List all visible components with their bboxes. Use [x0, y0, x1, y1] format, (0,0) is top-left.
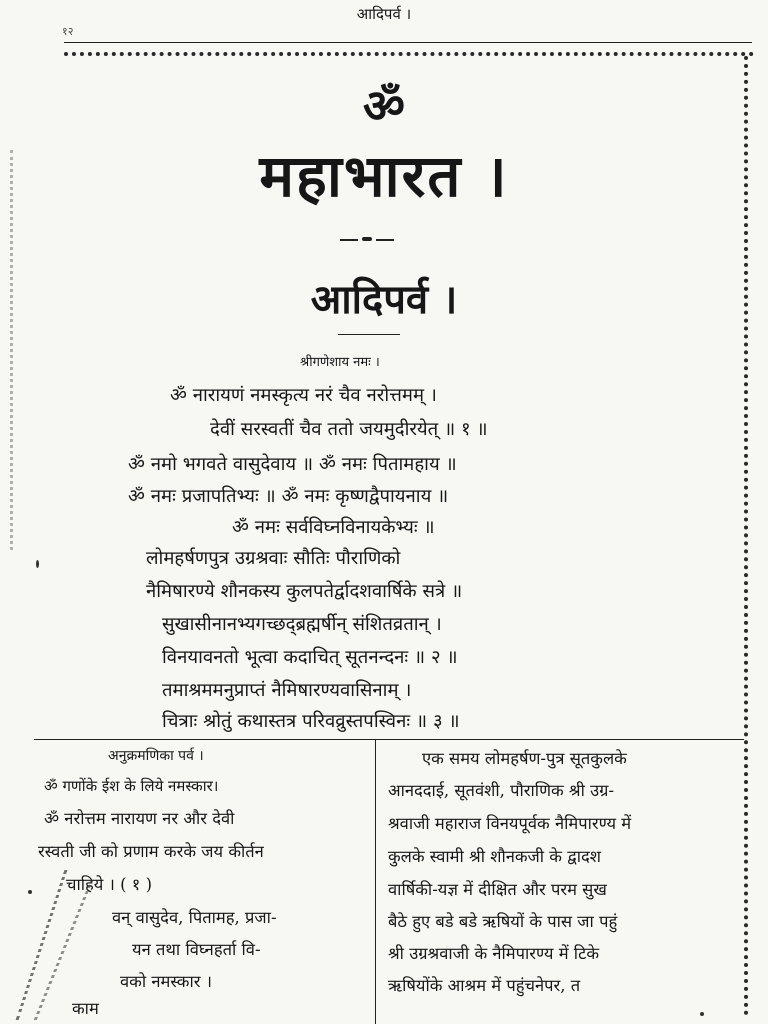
verse-line: ॐ नमः सर्वविघ्नविनायकेभ्यः ॥	[232, 517, 435, 538]
left-column-heading: अनुक्रमणिका पर्व ।	[108, 748, 204, 764]
page-title: महाभारत ।	[259, 142, 509, 210]
verse-line: नैमिषारण्ये शौनकस्य कुलपतेर्द्वादशवार्षिके सत्रे ॥	[146, 581, 463, 602]
ornamental-border-top	[64, 52, 754, 56]
left-column-line: वन् वासुदेव, पितामह, प्रजा-	[112, 908, 277, 927]
left-column-line: वको नमस्कार ।	[120, 972, 212, 991]
corner-mark: १२	[62, 25, 74, 38]
right-column-line: श्रवाजी महाराज विनयपूर्वक नैमिपारण्य में	[388, 814, 632, 833]
left-column-line: ॐ गणोंके ईश के लिये नमस्कार।	[44, 777, 219, 795]
ink-speck	[28, 890, 32, 894]
left-column-line: रस्वती जी को प्रणाम करके जय कीर्तन	[38, 842, 264, 861]
right-column-line: वार्षिकी-यज्ञ में दीक्षित और परम सुख	[388, 880, 607, 899]
invocation-line: श्रीगणेशाय नमः ।	[300, 355, 380, 370]
verse-line: ॐ नमो भगवते वासुदेवाय ॥ ॐ नमः पितामहाय ॥	[128, 454, 457, 475]
verse-line: लोमहर्षणपुत्र उग्रश्रवाः सौतिः पौराणिको	[146, 548, 401, 569]
section-rule	[338, 334, 400, 335]
verse-line: तमाश्रममनुप्राप्तं नैमिषारण्यवासिनाम् ।	[162, 680, 412, 701]
verse-line: सुखासीनानभ्यगच्छद्ब्रह्मर्षीन् संशितव्रतान् ।	[162, 614, 442, 635]
section-title: आदिपर्व ।	[310, 277, 458, 323]
verse-line: ॐ नारायणं नमस्कृत्य नरं चैव नरोत्तमम् ।	[170, 385, 437, 406]
title-ornament	[340, 234, 394, 246]
right-column-line: कुलके स्वामी श्री शौनकजी के द्वादश	[388, 847, 601, 866]
verse-line: देवीं सरस्वतीं चैव ततो जयमुदीरयेत् ॥ १ ॥	[210, 419, 488, 440]
verse-line: चित्राः श्रोतुं कथास्तत्र परिवव्रुस्तपस्विनः ॥ ३ ॥	[162, 711, 460, 732]
right-column-line: श्री उग्रश्रवाजी के नैमिपारण्य में टिके	[388, 944, 600, 963]
left-column-line: चाहिये । ( १ )	[66, 875, 153, 894]
ink-speck	[700, 1012, 704, 1016]
right-column-line: एक समय लोमहर्षण-पुत्र सूतकुलके	[422, 749, 627, 768]
column-divider	[375, 740, 376, 1024]
running-header: आदिपर्व ।	[356, 5, 412, 23]
om-symbol: ॐ	[363, 79, 405, 133]
right-column-line: आनददाई, सूतवंशी, पौराणिक श्री उग्र-	[388, 781, 615, 800]
verse-line: ॐ नमः प्रजापतिभ्यः ॥ ॐ नमः कृष्णद्वैपायनाय ॥	[128, 486, 449, 507]
verse-line: विनयावनतो भूत्वा कदाचित् सूतनन्दनः ॥ २ ॥	[162, 647, 458, 668]
right-column-line: बैठे हुए बडे बडे ऋषियों के पास जा पहुं	[388, 912, 618, 931]
column-top-rule	[34, 739, 744, 740]
left-column-line: काम	[72, 999, 99, 1018]
left-column-line: ॐ नरोत्तम नारायण नर और देवी	[44, 809, 235, 828]
header-rule	[64, 42, 752, 43]
right-column-line: ऋषियोंके आश्रम में पहुंचनेपर, त	[388, 976, 581, 995]
ink-speck	[36, 560, 39, 568]
left-column-line: यन तथा विघ्नहर्ता वि-	[132, 940, 261, 959]
